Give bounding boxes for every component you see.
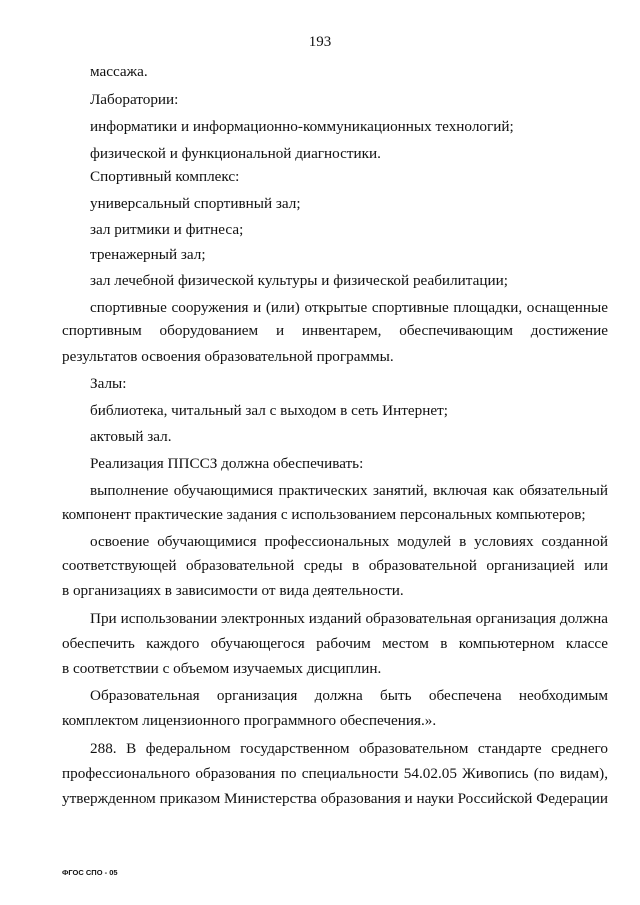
text-line: утвержденном приказом Министерства образования и науки Российской Федерации: [62, 790, 608, 807]
text-line: выполнение обучающимися практических занятий, включая как обязательный: [90, 482, 608, 499]
text-line: библиотека, читальный зал с выходом в сеть Интернет;: [90, 402, 448, 419]
text-line: компонент практические задания с использованием персональных компьютеров;: [62, 506, 586, 523]
text-line: 288. В федеральном государственном образовательном стандарте среднего: [90, 740, 608, 757]
page-number: 193: [308, 34, 332, 50]
text-line: обеспечить каждого обучающегося рабочим местом в компьютерном классе: [62, 635, 608, 652]
text-line: зал ритмики и фитнеса;: [90, 221, 244, 238]
text-line: универсальный спортивный зал;: [90, 195, 301, 212]
text-line: тренажерный зал;: [90, 246, 206, 263]
text-line: Лаборатории:: [90, 91, 179, 108]
text-line: комплектом лицензионного программного обеспечения.».: [62, 712, 437, 729]
text-line: Залы:: [90, 375, 127, 392]
text-line: При использовании электронных изданий образовательная организация должна: [90, 610, 608, 627]
text-line: информатики и информационно-коммуникационных технологий;: [90, 118, 514, 135]
text-line: спортивные сооружения и (или) открытые спортивные площадки, оснащенные: [90, 299, 608, 316]
text-line: физической и функциональной диагностики.: [90, 145, 381, 162]
text-line: в организациях в зависимости от вида деятельности.: [62, 582, 404, 599]
text-line: результатов освоения образовательной программы.: [62, 348, 394, 365]
text-line: Образовательная организация должна быть обеспечена необходимым: [90, 687, 608, 704]
text-line: освоение обучающимися профессиональных модулей в условиях созданной: [90, 533, 608, 550]
text-line: актовый зал.: [90, 428, 172, 445]
text-line: Реализация ППССЗ должна обеспечивать:: [90, 455, 364, 472]
text-line: спортивным оборудованием и инвентарем, обеспечивающим достижение: [62, 322, 608, 339]
text-line: в соответствии с объемом изучаемых дисциплин.: [62, 660, 382, 677]
text-line: Спортивный комплекс:: [90, 168, 240, 185]
text-line: соответствующей образовательной среды в образовательной организацией или: [62, 557, 608, 574]
text-line: зал лечебной физической культуры и физической реабилитации;: [90, 272, 508, 289]
footer-label: ФГОС СПО - 05: [62, 868, 118, 877]
text-line: профессионального образования по специальности 54.02.05 Живопись (по видам),: [62, 765, 608, 782]
text-line: массажа.: [90, 63, 148, 80]
